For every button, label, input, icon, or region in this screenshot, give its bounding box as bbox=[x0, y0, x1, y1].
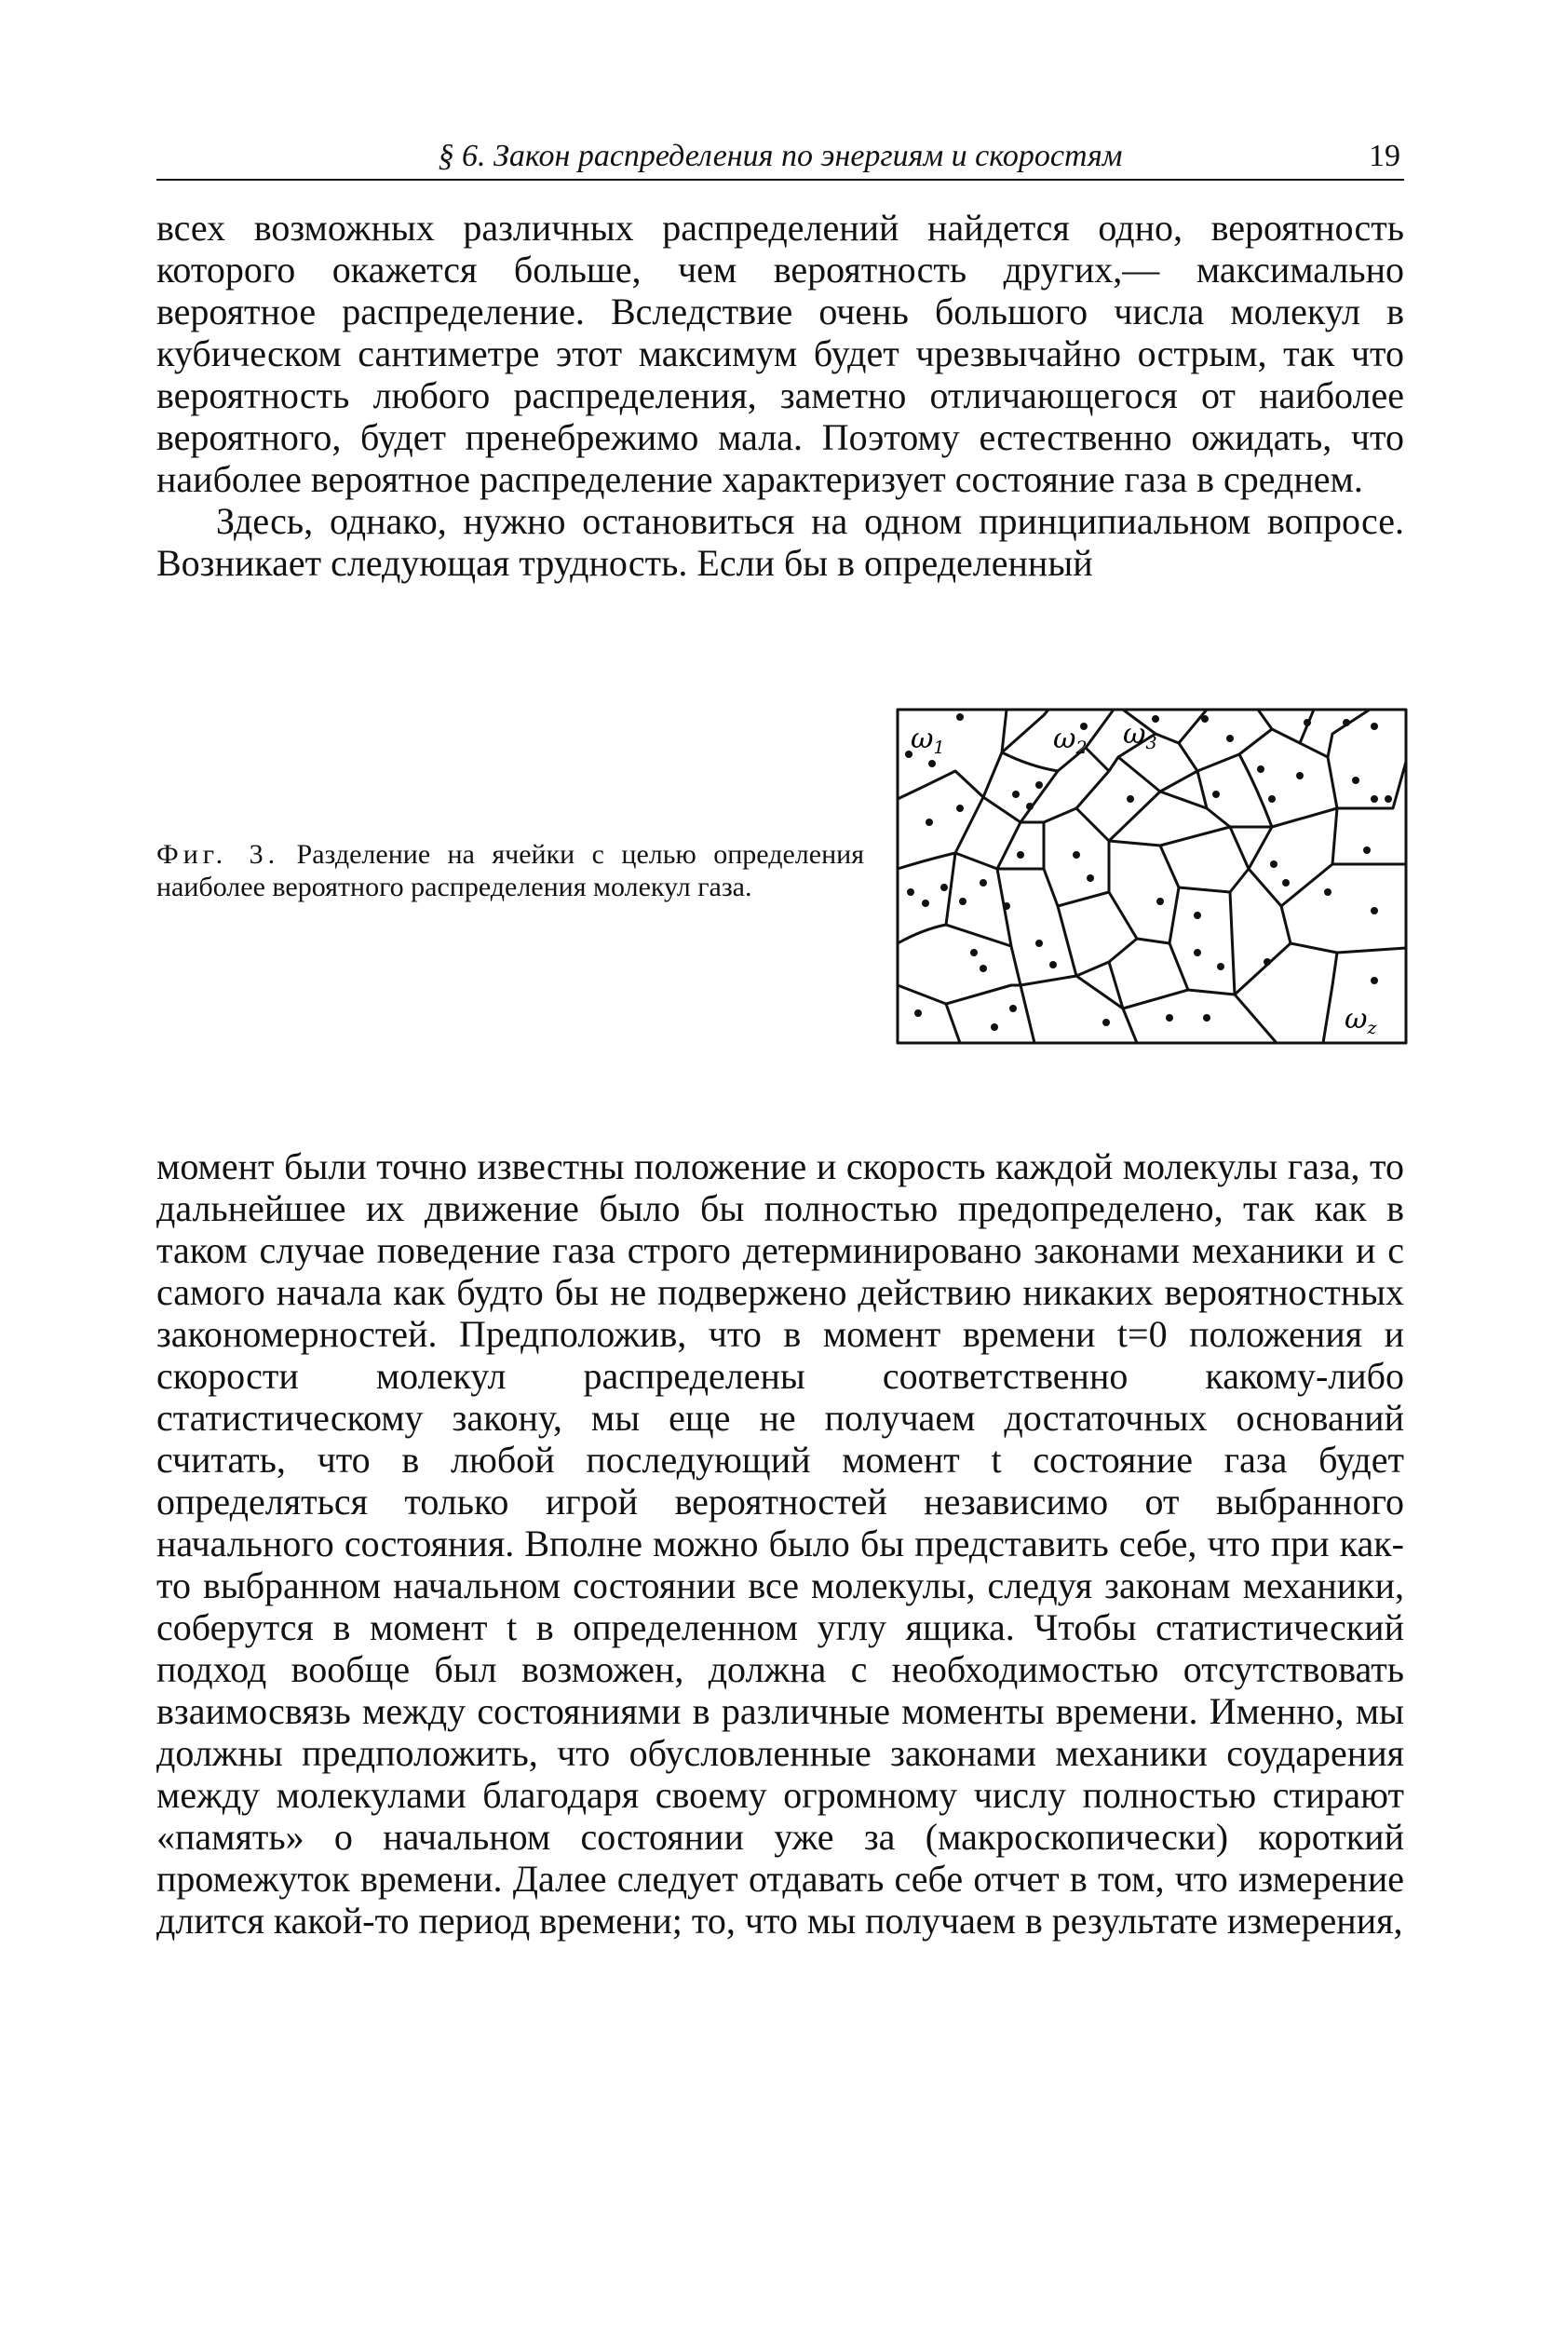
cell-boundary bbox=[1044, 841, 1109, 906]
cell-boundary bbox=[1328, 757, 1406, 808]
cell-boundary bbox=[997, 822, 1044, 869]
cell-label-omega-1: $\omega_1$ bbox=[911, 723, 945, 758]
cell-division-figure bbox=[890, 706, 1412, 1050]
cell-boundary bbox=[1239, 754, 1337, 827]
page-header bbox=[156, 138, 1404, 181]
cell-boundary bbox=[955, 822, 1021, 869]
container-box bbox=[898, 710, 1406, 1043]
cell-boundary bbox=[1281, 906, 1406, 953]
figure-caption-text: Разделение на ячейки с целью определения наиболее вероятного распределения молекул газа. bbox=[156, 839, 864, 902]
paragraph: Здесь, однако, нужно остановиться на одном принципиальном вопросе. Возникает следующая трудность. Если бы в определенный bbox=[156, 500, 1404, 584]
cell-boundary bbox=[1258, 710, 1272, 729]
figure-label: Фиг. 3. bbox=[156, 839, 280, 870]
cell-boundary bbox=[1235, 995, 1277, 1043]
cell-boundary bbox=[1169, 892, 1235, 995]
cell-boundary bbox=[1086, 748, 1109, 771]
text-block-bottom bbox=[156, 1145, 1404, 1942]
cell-boundary bbox=[1249, 827, 1272, 869]
cell-boundary bbox=[898, 985, 1021, 1004]
cell-boundary bbox=[1002, 710, 1048, 752]
cell-boundary bbox=[1207, 808, 1272, 827]
cell-boundary bbox=[1160, 827, 1230, 846]
page-number: 19 bbox=[1369, 139, 1400, 173]
cell-boundary bbox=[946, 869, 1011, 946]
cell-boundary bbox=[1197, 710, 1314, 771]
cell-label-omega-3: $\omega_3$ bbox=[1123, 718, 1157, 753]
cell-boundary bbox=[1323, 953, 1337, 1043]
cell-boundary bbox=[946, 1004, 960, 1043]
figure-caption bbox=[156, 838, 864, 903]
cell-boundary bbox=[1123, 990, 1188, 1009]
cell-boundary bbox=[983, 771, 1058, 822]
cell-boundary bbox=[1021, 771, 1109, 822]
cell-label-omega-z: $\omega_z$ bbox=[1345, 1003, 1377, 1038]
molecule-dots bbox=[905, 713, 1392, 1031]
cell-boundary bbox=[1076, 976, 1137, 1043]
cell-boundary bbox=[1109, 841, 1179, 943]
cell-boundary bbox=[1109, 757, 1197, 792]
cell-boundary bbox=[1076, 792, 1160, 841]
cell-diagram bbox=[890, 706, 1412, 1050]
cell-boundary bbox=[1076, 939, 1137, 976]
cell-boundary bbox=[1011, 906, 1076, 985]
cell-boundary bbox=[1021, 985, 1034, 1043]
paragraph: момент были точно известны положение и скорость каждой молекулы газа, то дальнейшее их движение было бы полностью предопределено, так как в таком случае поведение газа строго детерминировано законами механики и с самого начала как будто бы не подвержено действию никаких вероятностных закономерностей. Предположив, что в момент времени t=0 положения и скорости молекул распределены соответственно какому-либо статистическому закону, мы еще не получаем достаточных оснований считать, что в любой последующий момент t состояние газа будет определяться только игрой вероятностей независимо от выбранного начального состояния. Вполне можно было бы представить себе, что при как-то выбранном начальном состоянии все молекулы, следуя законам механики, соберутся в момент t в определенном углу ящика. Чтобы статистический подход вообще был возможен, должна с необходимостью отсутствовать взаимосвязь между состояниями в различные моменты времени. Именно, мы должны предположить, что обусловленные законами механики соударения между молекулами благодаря своему огромному числу полностью стирают «память» о начальном состоянии уже за (макроскопически) короткий промежуток времени. Далее следует отдавать себе отчет в том, что измерение длится какой-то период времени; то, что мы получаем в результате измерения, bbox=[156, 1145, 1404, 1942]
cell-boundary bbox=[1160, 771, 1207, 808]
cell-label-omega-2: $\omega_2$ bbox=[1053, 723, 1088, 758]
text-block-top bbox=[156, 207, 1404, 584]
cell-boundary bbox=[1332, 808, 1406, 864]
paragraph: всех возможных различных распределений найдется одно, вероятность которого окажется больше, чем вероятность других,— максимально вероятное распределение. Вследствие очень большого числа молекул в кубическом сантиметре этот максимум будет чрезвычайно острым, так что вероятность любого распределения, заметно отличающегося от наиболее вероятного, будет пренебрежимо мала. Поэтому естественно ожидать, что наиболее вероятное распределение характеризует состояние газа в среднем. bbox=[156, 207, 1404, 500]
cell-boundary bbox=[1249, 864, 1332, 906]
running-head: § 6. Закон распределения по энергиям и скоростям bbox=[438, 139, 1123, 173]
cell-boundary bbox=[1235, 943, 1291, 995]
cell-boundary bbox=[1179, 710, 1207, 743]
